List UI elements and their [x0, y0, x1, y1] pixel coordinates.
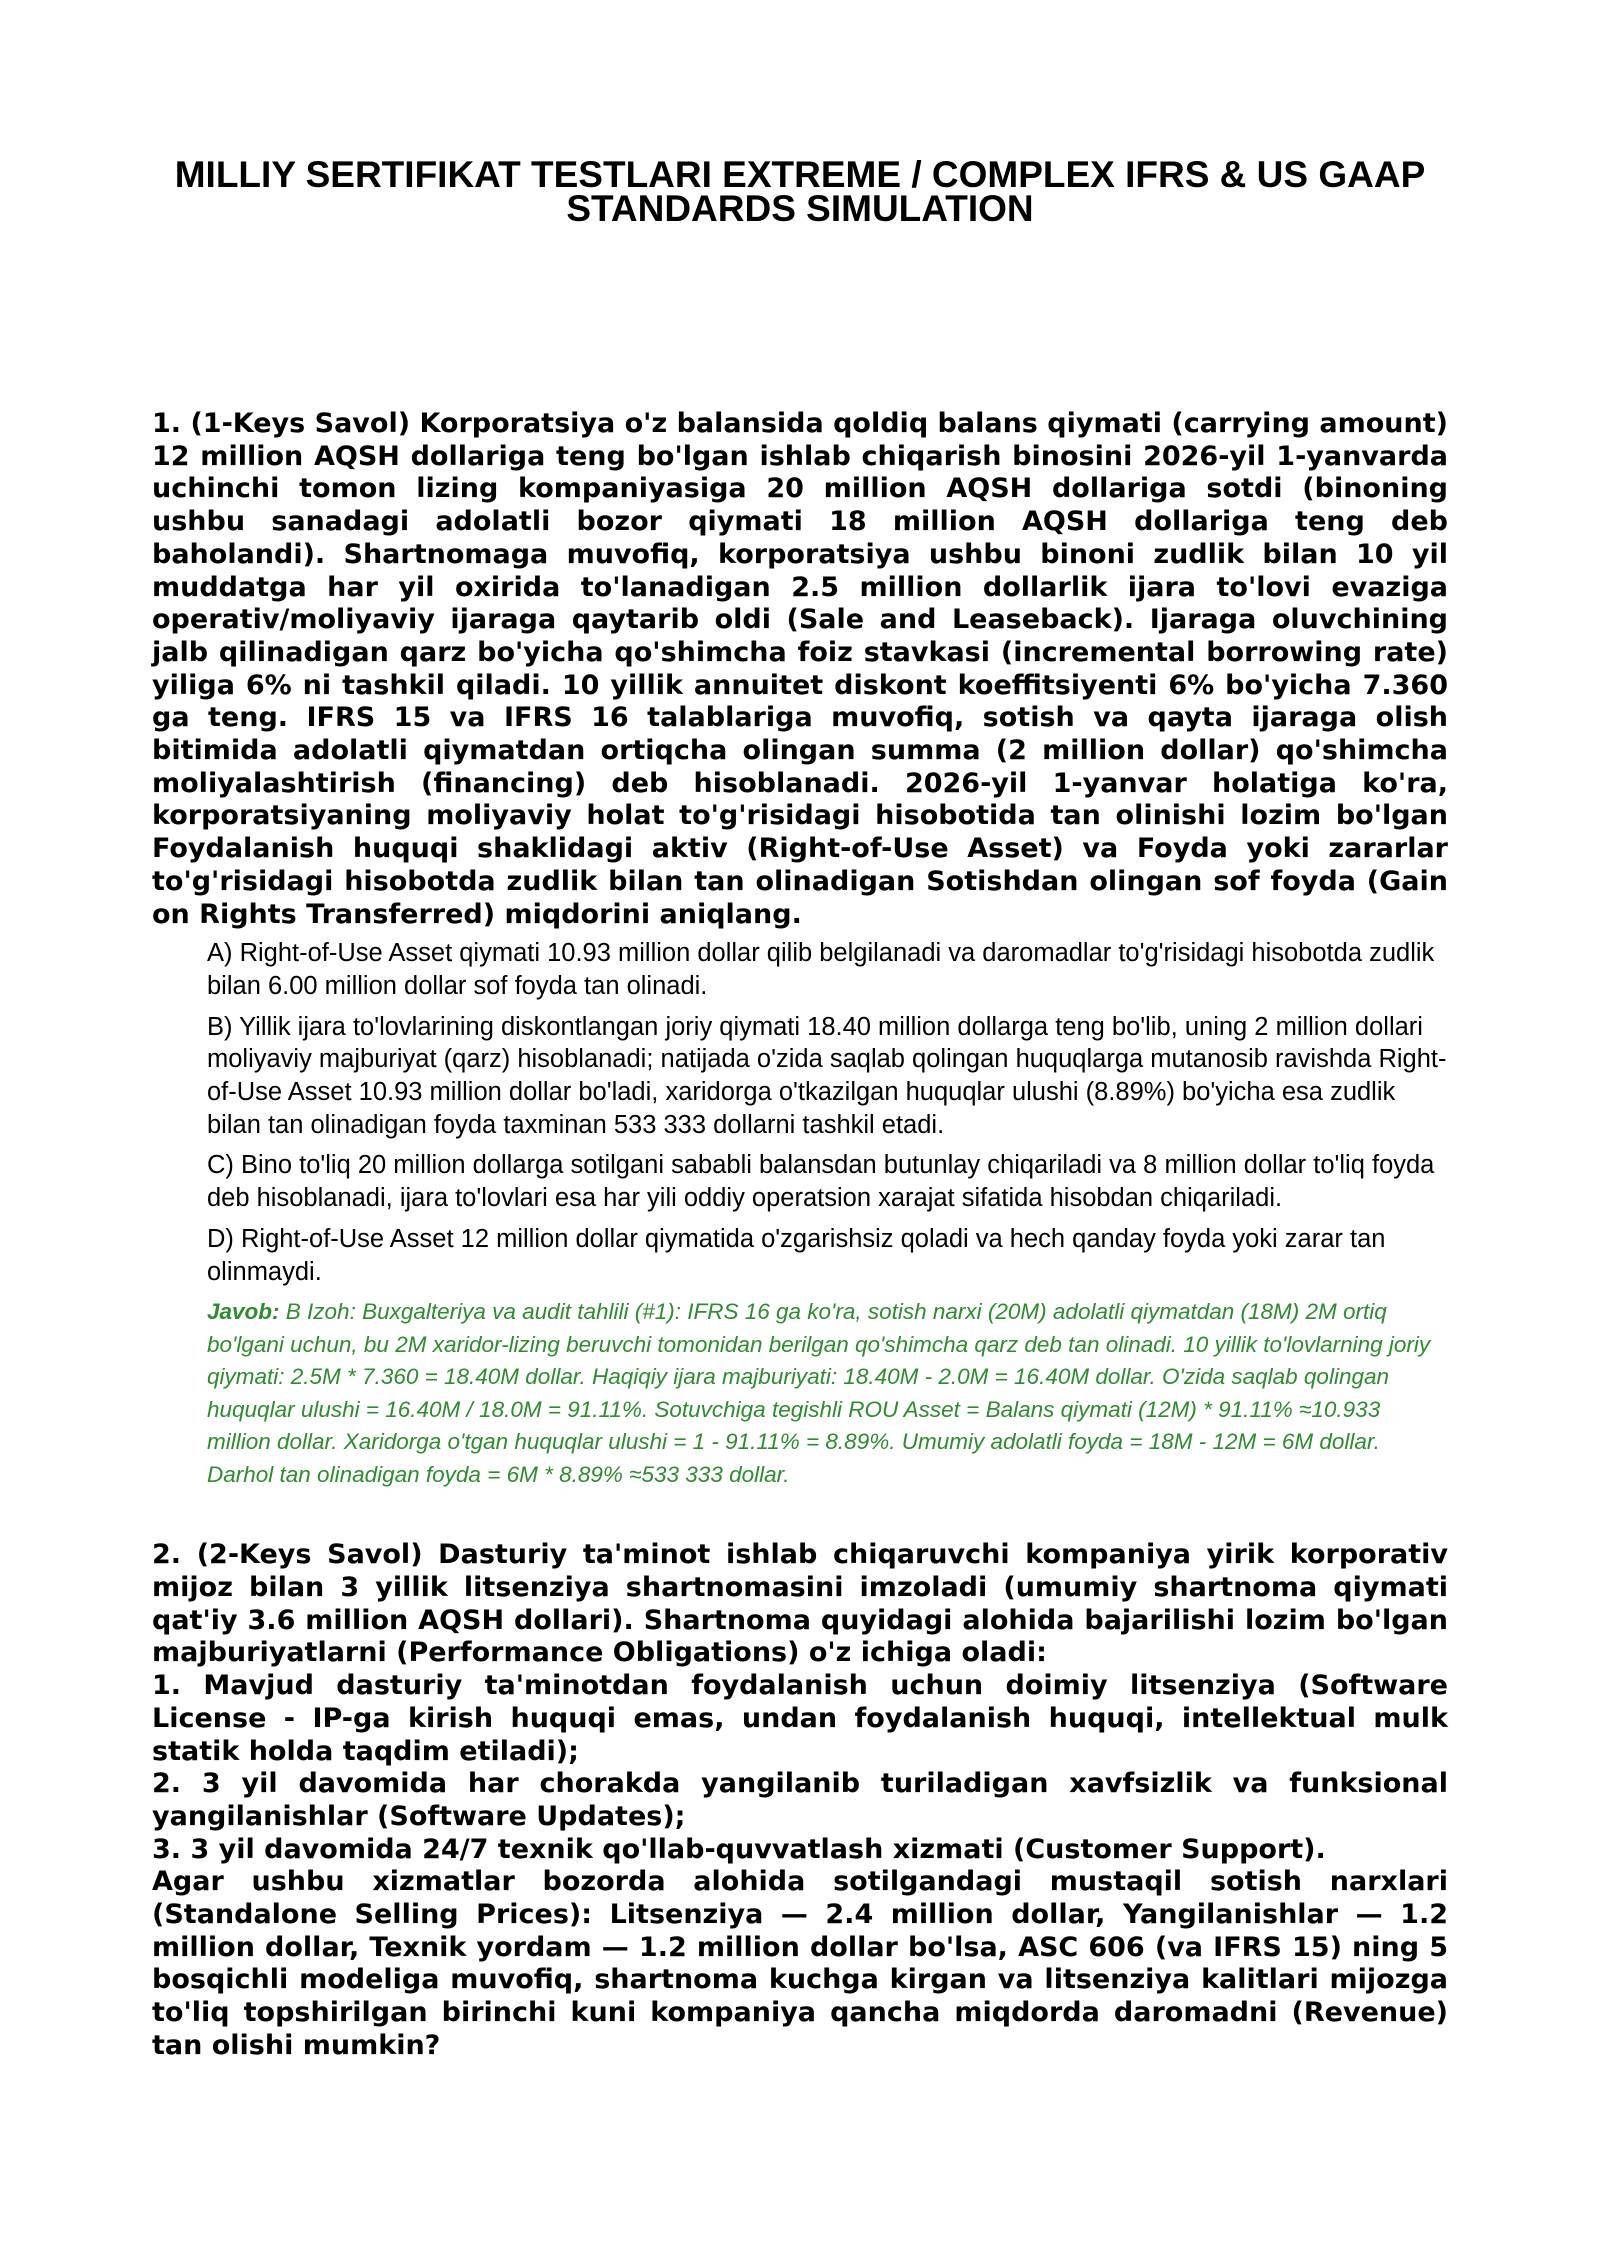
document-title: MILLIY SERTIFIKAT TESTLARI EXTREME / COMPLEX IFRS & US GAAP STANDARDS SIMULATION [174, 154, 1426, 229]
answer-label: Javob: [207, 1299, 280, 1325]
question-1 [152, 408, 1448, 1491]
question-2-item-2: 2. 3 yil davomida har chorakda yangilanib turiladigan xavfsizlik va funksional yangilanishlar (Software Updates); [152, 1768, 1448, 1832]
question-1-options [207, 937, 1448, 1288]
question-1-text: 1. (1-Keys Savol) Korporatsiya o'z balansida qoldiq balans qiymati (carrying amount) 12 million AQSH dollariga teng bo'lgan ishlab chiqarish binosini 2026-yil 1-yanvarda uchinchi tomon lizing kompaniyasiga 20 million AQSH dollariga sotdi (binoning ushbu sanadagi adolatli bozor qiymati 18 million AQSH dollariga teng deb baholandi). Shartnomaga muvofiq, korporatsiya ushbu binoni zudlik bilan 10 yil muddatga har yil oxirida to'lanadigan 2.5 million dollarlik ijara to'lovi evaziga operativ/moliyaviy ijaraga qaytarib oldi (Sale and Leaseback). Ijaraga oluvchining jalb qilinadigan qarz bo'yicha qo'shimcha foiz stavkasi (incremental borrowing rate) yiliga 6% ni tashkil qiladi. 10 yillik annuitet diskont koeffitsiyenti 6% bo'yicha 7.360 ga teng. IFRS 15 va IFRS 16 talablariga muvofiq, sotish va qayta ijaraga olish bitimida adolatli qiymatdan ortiqcha olingan summa (2 million dollar) qo'shimcha moliyalashtirish (financing) deb hisoblanadi. 2026-yil 1-yanvar holatiga ko'ra, korporatsiyaning moliyaviy holat to'g'risidagi hisobotida tan olinishi lozim bo'lgan Foydalanish huquqi shaklidagi aktiv (Right-of-Use Asset) va Foyda yoki zararlar to'g'risidagi hisobotda zudlik bilan tan olinadigan Sotishdan olingan sof foyda (Gain on Rights Transferred) miqdorini aniqlang. [152, 408, 1448, 930]
answer-explanation: B Izoh: Buxgalteriya va audit tahlili (#1): IFRS 16 ga ko'ra, sotish narxi (20M) adolatli qiymatdan (18M) 2M ortiq bo'lgani uchun, bu 2M xaridor-lizing beruvchi tomonidan berilgan qo'shimcha qarz deb tan olinadi. 10 yillik to'lovlarning joriy qiymati: 2.5M * 7.360 = 18.40M dollar. Haqiqiy ijara majburiyati: 18.40M - 2.0M = 16.40M dollar. O'zida saqlab qolingan huquqlar ulushi = 16.40M / 18.0M = 91.11%. Sotuvchiga tegishli ROU Asset = Balans qiymati (12M) * 91.11% ≈10.933 million dollar. Xaridorga o'tgan huquqlar ulushi = 1 - 91.11% = 8.89%. Umumiy adolatli foyda = 18M - 12M = 6M dollar. Darhol tan olinadigan foyda = 6M * 8.89% ≈533 333 dollar. [207, 1299, 1431, 1487]
question-1-answer [207, 1296, 1448, 1491]
option-a: A) Right-of-Use Asset qiymati 10.93 million dollar qilib belgilanadi va daromadlar to'g'risidagi hisobotda zudlik bilan 6.00 million dollar sof foyda tan olinadi. [207, 939, 1435, 1000]
question-2-closing: Agar ushbu xizmatlar bozorda alohida sotilgandagi mustaqil sotish narxlari (Standalone Selling Prices): Litsenziya — 2.4 million dollar, Yangilanishlar — 1.2 million dollar, Texnik yordam — 1.2 million dollar bo'lsa, ASC 606 (va IFRS 15) ning 5 bosqichli modeliga muvofiq, shartnoma kuchga kirgan va litsenziya kalitlari mijozga to'liq topshirilgan birinchi kuni kompaniya qancha miqdorda daromadni (Revenue) tan olishi mumkin? [152, 1866, 1448, 2061]
question-2 [152, 1539, 1448, 2062]
question-2-item-1: 1. Mavjud dasturiy ta'minotdan foydalanish uchun doimiy litsenziya (Software License - IP-ga kirish huquqi emas, undan foydalanish huquqi, intellektual mulk statik holda taqdim etiladi); [152, 1670, 1448, 1767]
question-2-item-3: 3. 3 yil davomida 24/7 texnik qo'llab-quvvatlash xizmati (Customer Support). [152, 1833, 1326, 1865]
question-2-intro: 2. (2-Keys Savol) Dasturiy ta'minot ishlab chiqaruvchi kompaniya yirik korporativ mijoz bilan 3 yillik litsenziya shartnomasini imzoladi (umumiy shartnoma qiymati qat'iy 3.6 million AQSH dollari). Shartnoma quyidagi alohida bajarilishi lozim bo'lgan majburiyatlarni (Performance Obligations) o'z ichiga oladi: [152, 1539, 1448, 1669]
option-c: C) Bino to'liq 20 million dollarga sotilgani sababli balansdan butunlay chiqariladi va 8 million dollar to'liq foyda deb hisoblanadi, ijara to'lovlari esa har yili oddiy operatsion xarajat sifatida hisobdan chiqariladi. [207, 1151, 1435, 1213]
option-b: B) Yillik ijara to'lovlarining diskontlangan joriy qiymati 18.40 million dollarga teng bo'lib, uning 2 million dollari moliyaviy majburiyat (qarz) hisoblanadi; natijada o'zida saqlab qolingan huquqlarga mutanosib ravishda Right-of-Use Asset 10.93 million dollar bo'ladi, xaridorga o'tkazilgan huquqlar ulushi (8.89%) bo'yicha esa zudlik bilan tan olinadigan foyda taxminan 533 333 dollarni tashkil etadi. [207, 1012, 1447, 1139]
question-2-text [152, 1539, 1448, 2062]
option-d: D) Right-of-Use Asset 12 million dollar qiymatida o'zgarishsiz qoladi va hech qanday foyda yoki zarar tan olinmaydi. [207, 1224, 1386, 1286]
